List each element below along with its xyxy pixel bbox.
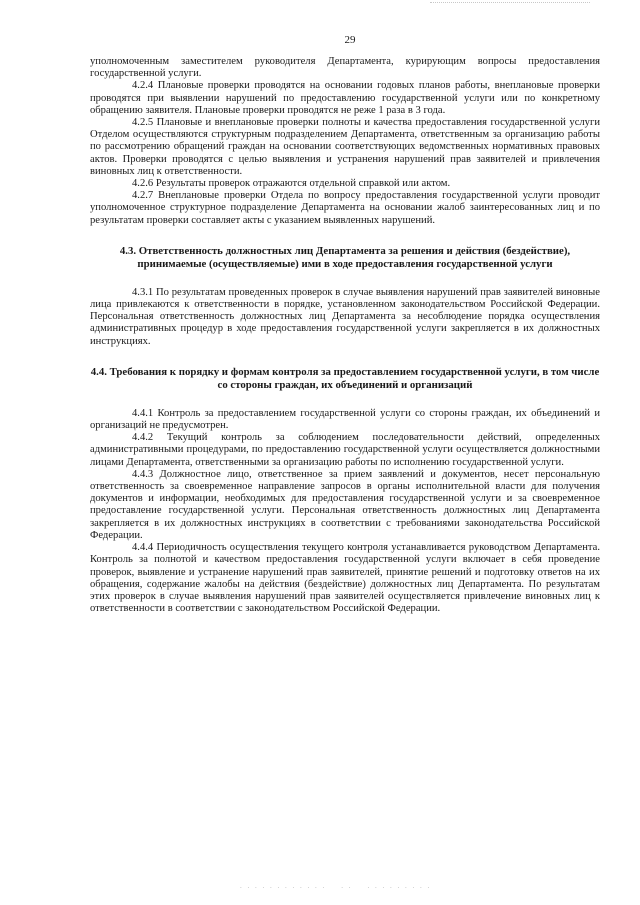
page-number: 29: [344, 34, 356, 46]
scan-footer-artifact: . . . . . . . . . . . . . . . . . . . . . . .: [240, 882, 432, 890]
paragraph-4-4-4: 4.4.4 Периодичность осуществления текущего контроля устанавливается руководством Департамента. Контроль за полнотой и качеством предоставления государственной услуги включает в себя проведение проверок, выявление и устранение нарушений прав заявителей, принятие решений и подготовку ответов на их обращения, содержание жалобы на действия (бездействие) должностных лиц Департамента. По результатам этих проверок в случае выявления нарушений прав заявителей осуществляется привлечение виновных лиц к ответственности в соответствии с законодательством Российской Федерации.: [90, 542, 600, 615]
scan-artifact: [430, 2, 590, 5]
paragraph-4-3-1: 4.3.1 По результатам проведенных проверок в случае выявления нарушений прав заявителей виновные лица привлекаются к ответственности в порядке, установленном законодательством Российской Федерации. Персональная ответственность должностных лиц Департамента за несоблюдение порядка осуществления административных процедур в ходе предоставления государственной услуги закрепляется в их должностных инструкциях.: [90, 286, 600, 347]
paragraph-4-2-6: 4.2.6 Результаты проверок отражаются отдельной справкой или актом.: [132, 178, 451, 190]
paragraph-4-4-3: 4.4.3 Должностное лицо, ответственное за прием заявлений и документов, несет персональную ответственность за своевременное направление запросов в органы исполнительной власти для получения документов и информации, необходимых для предоставления государственной услуги и за своевременное предоставление государственной услуги. Персональная ответственность должностных лиц Департамента закрепляется в их должностных инструкциях в соответствии с требованиями законодательства Российской Федерации.: [90, 468, 600, 541]
paragraph-4-4-2: 4.4.2 Текущий контроль за соблюдением последовательности действий, определенных административными процедурами, по предоставлению государственной услуги осуществляется должностными лицами Департамента, ответственными за организацию работы по исполнению государственной услуги.: [90, 432, 600, 468]
paragraph-4-2-7: 4.2.7 Внеплановые проверки Отдела по вопросу предоставления государственной услуги проводит уполномоченное структурное подразделение Департамента на основании жалоб заинтересованных лиц и по результатам проверки составляет акты с указанием выявленных нарушений.: [90, 190, 600, 226]
paragraph-4-2-4: 4.2.4 Плановые проверки проводятся на основании годовых планов работы, внеплановые проверки проводятся при выявлении нарушений по предоставлению государственной услуги или по конкретному обращению заявителя. Плановые проверки проводятся не реже 1 раза в 3 года.: [90, 80, 600, 116]
paragraph-4-2-5: 4.2.5 Плановые и внеплановые проверки полноты и качества предоставления государственной услуги Отделом осуществляются структурным подразделением Департамента, ответственным за организацию работы по рассмотрению обращений граждан на основании соответствующих ведомственных нормативных правовых актов. Проверки проводятся с целью выявления и устранения нарушений прав заявителей и привлечения виновных лиц к ответственности.: [90, 117, 600, 177]
paragraph-continuation: уполномоченным заместителем руководителя Департамента, курирующим вопросы предоставления государственной услуги.: [90, 56, 600, 80]
section-heading-4-4: 4.4. Требования к порядку и формам контроля за предоставлением государственной услуги, в том числе со стороны граждан, их объединений и организаций: [90, 365, 600, 391]
paragraph-4-4-1: 4.4.1 Контроль за предоставлением государственной услуги со стороны граждан, их объединений и организаций не предусмотрен.: [90, 407, 600, 432]
section-heading-4-3: 4.3. Ответственность должностных лиц Департамента за решения и действия (бездействие), принимаемые (осуществляемые) ими в ходе предоставления государственной услуги: [119, 244, 571, 270]
